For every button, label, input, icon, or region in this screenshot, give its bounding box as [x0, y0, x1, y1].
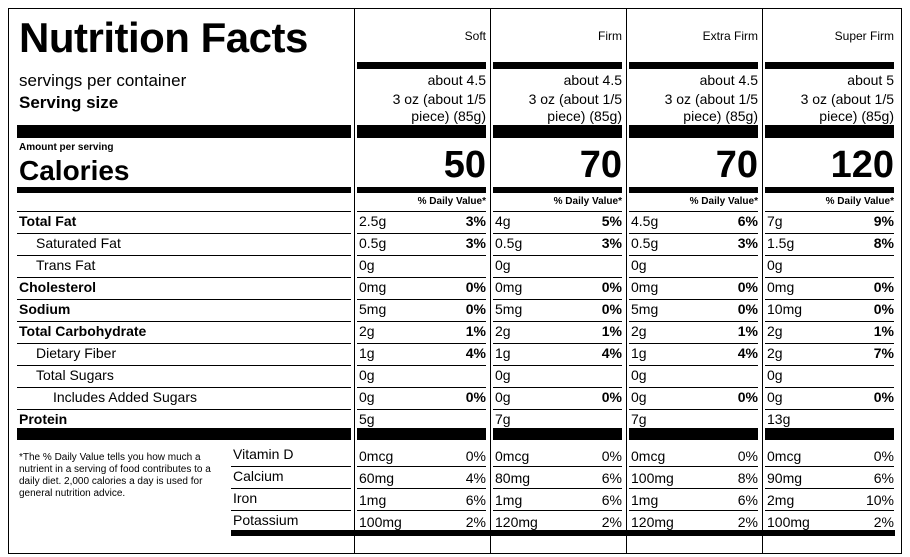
row-rule	[493, 409, 622, 410]
serving-size: 3 oz (about 1/5 piece) (85g)	[528, 91, 622, 124]
row-rule	[231, 488, 351, 489]
nutrient-label: Includes Added Sugars	[53, 389, 197, 405]
daily-value-percent: 7%	[873, 345, 894, 361]
vitamin-amount: 1mg	[631, 492, 659, 508]
row-rule	[765, 277, 894, 278]
row-rule	[493, 255, 622, 256]
vitamin-amount: 2mg	[767, 492, 795, 508]
nutrient-amount: 0g	[767, 389, 783, 405]
vitamin-percent: 8%	[737, 470, 758, 486]
vitamin-percent: 2%	[601, 514, 622, 530]
vitamin-percent: 0%	[601, 448, 622, 464]
label-title: Nutrition Facts	[19, 14, 308, 61]
row-rule	[765, 365, 894, 366]
thick-rule	[357, 125, 486, 138]
row-rule	[357, 466, 486, 467]
row-rule	[493, 466, 622, 467]
daily-value-percent: 3%	[737, 235, 758, 251]
row-rule	[17, 255, 351, 256]
nutrient-amount: 0g	[767, 367, 783, 383]
row-rule	[765, 387, 894, 388]
nutrient-amount: 0g	[359, 389, 375, 405]
row-rule	[357, 255, 486, 256]
thick-rule	[493, 125, 622, 138]
row-rule	[493, 321, 622, 322]
nutrient-amount: 0mg	[631, 279, 659, 295]
row-rule	[493, 510, 622, 511]
nutrient-amount: 7g	[767, 213, 783, 229]
nutrient-label: Cholesterol	[19, 279, 97, 295]
row-rule	[357, 299, 486, 300]
amount-per-serving-label: Amount per serving	[19, 142, 114, 153]
thick-rule	[765, 187, 894, 193]
row-rule	[629, 466, 758, 467]
thick-rule	[357, 428, 486, 440]
nutrient-label: Total Carbohydrate	[19, 323, 147, 339]
daily-value-percent: 1%	[873, 323, 894, 339]
row-rule	[357, 277, 486, 278]
nutrient-amount: 10mg	[767, 301, 803, 317]
row-rule	[493, 299, 622, 300]
nutrient-amount: 2g	[495, 323, 511, 339]
footnote: *The % Daily Value tells you how much a nutrient in a serving of food contributes to a daily diet. 2,000 calories a day is used for general nutrition advice.	[19, 452, 211, 499]
nutrient-amount: 13g	[767, 411, 791, 427]
daily-value-percent: 1%	[465, 323, 486, 339]
row-rule	[493, 211, 622, 212]
nutrient-amount: 5mg	[359, 301, 387, 317]
nutrient-amount: 1g	[631, 345, 647, 361]
row-rule	[357, 387, 486, 388]
vitamin-amount: 90mg	[767, 470, 803, 486]
row-rule	[765, 488, 894, 489]
nutrient-amount: 7g	[495, 411, 511, 427]
nutrient-amount: 0.5g	[359, 235, 387, 251]
nutrient-label: Dietary Fiber	[36, 345, 117, 361]
product-name: Soft	[464, 29, 486, 43]
nutrient-amount: 4g	[495, 213, 511, 229]
row-rule	[357, 211, 486, 212]
nutrient-amount: 1g	[495, 345, 511, 361]
vitamin-amount: 100mg	[631, 470, 674, 486]
vitamin-amount: 100mg	[359, 514, 402, 530]
thick-rule	[17, 187, 351, 193]
row-rule	[765, 211, 894, 212]
vitamin-label: Potassium	[233, 512, 299, 528]
row-rule	[17, 343, 351, 344]
nutrient-amount: 2g	[359, 323, 375, 339]
vitamin-percent: 6%	[737, 492, 758, 508]
column-divider	[354, 9, 355, 554]
nutrient-amount: 0mg	[767, 279, 795, 295]
nutrient-amount: 5mg	[631, 301, 659, 317]
daily-value-percent: 0%	[737, 279, 758, 295]
row-rule	[357, 233, 486, 234]
row-rule	[17, 409, 351, 410]
row-rule	[493, 233, 622, 234]
row-rule	[629, 488, 758, 489]
daily-value-percent: 0%	[601, 279, 622, 295]
row-rule	[493, 387, 622, 388]
daily-value-percent: 0%	[601, 389, 622, 405]
row-rule	[493, 365, 622, 366]
row-rule	[629, 277, 758, 278]
vitamin-percent: 6%	[601, 470, 622, 486]
vitamin-amount: 100mg	[767, 514, 810, 530]
vitamin-amount: 0mcg	[359, 448, 394, 464]
nutrient-amount: 0g	[631, 389, 647, 405]
thick-rule	[493, 428, 622, 440]
row-rule	[17, 365, 351, 366]
product-name: Firm	[598, 29, 622, 43]
nutrient-label: Trans Fat	[36, 257, 96, 273]
servings-per-container: about 4.5	[699, 72, 758, 88]
vitamin-percent: 0%	[737, 448, 758, 464]
row-rule	[357, 409, 486, 410]
calories-value: 70	[715, 144, 758, 186]
vitamin-amount: 0mcg	[631, 448, 666, 464]
nutrient-amount: 7g	[631, 411, 647, 427]
vitamin-amount: 120mg	[631, 514, 674, 530]
nutrient-amount: 0g	[631, 257, 647, 273]
vitamin-amount: 0mcg	[495, 448, 530, 464]
thick-rule	[357, 62, 486, 69]
thick-rule	[17, 125, 351, 138]
thick-rule	[17, 428, 351, 440]
daily-value-percent: 4%	[465, 345, 486, 361]
nutrient-amount: 0g	[495, 367, 511, 383]
nutrient-amount: 2g	[767, 345, 783, 361]
row-rule	[765, 510, 894, 511]
row-rule	[357, 488, 486, 489]
row-rule	[493, 277, 622, 278]
row-rule	[629, 343, 758, 344]
thick-rule	[493, 62, 622, 69]
vitamin-label: Vitamin D	[233, 446, 294, 462]
nutrient-amount: 0g	[359, 257, 375, 273]
column-divider	[626, 9, 627, 554]
thick-rule	[765, 62, 894, 69]
nutrient-label: Total Sugars	[36, 367, 114, 383]
calories-label: Calories	[19, 155, 130, 186]
row-rule	[231, 510, 351, 511]
thick-rule	[629, 125, 758, 138]
row-rule	[357, 365, 486, 366]
nutrient-amount: 1g	[359, 345, 375, 361]
daily-value-percent: 0%	[737, 389, 758, 405]
thick-rule	[629, 428, 758, 440]
daily-value-percent: 0%	[873, 279, 894, 295]
vitamin-percent: 0%	[465, 448, 486, 464]
row-rule	[765, 321, 894, 322]
row-rule	[17, 321, 351, 322]
daily-value-percent: 0%	[873, 389, 894, 405]
row-rule	[493, 488, 622, 489]
row-rule	[629, 211, 758, 212]
vitamin-percent: 10%	[865, 492, 894, 508]
vitamin-amount: 120mg	[495, 514, 538, 530]
row-rule	[629, 365, 758, 366]
vitamin-amount: 1mg	[495, 492, 523, 508]
nutrient-label: Protein	[19, 411, 68, 427]
column-divider	[490, 9, 491, 554]
row-rule	[765, 233, 894, 234]
serving-size-label: Serving size	[19, 93, 119, 112]
nutrient-label: Total Fat	[19, 213, 77, 229]
vitamin-percent: 2%	[873, 514, 894, 530]
row-rule	[357, 510, 486, 511]
row-rule	[629, 510, 758, 511]
thick-rule	[765, 428, 894, 440]
row-rule	[765, 343, 894, 344]
thick-rule	[357, 187, 486, 193]
row-rule	[17, 233, 351, 234]
thick-rule	[765, 125, 894, 138]
vitamin-percent: 2%	[737, 514, 758, 530]
product-name: Extra Firm	[702, 29, 758, 43]
nutrient-amount: 0g	[495, 389, 511, 405]
nutrient-amount: 0mg	[359, 279, 387, 295]
daily-value-percent: 1%	[601, 323, 622, 339]
vitamin-percent: 6%	[465, 492, 486, 508]
nutrient-amount: 2g	[767, 323, 783, 339]
row-rule	[357, 343, 486, 344]
thick-rule	[231, 530, 895, 536]
daily-value-percent: 4%	[737, 345, 758, 361]
nutrient-amount: 2g	[631, 323, 647, 339]
daily-value-percent: 0%	[465, 279, 486, 295]
row-rule	[17, 277, 351, 278]
daily-value-percent: 3%	[601, 235, 622, 251]
thick-rule	[493, 187, 622, 193]
daily-value-header: % Daily Value*	[417, 196, 486, 207]
row-rule	[765, 255, 894, 256]
nutrient-amount: 4.5g	[631, 213, 659, 229]
nutrient-amount: 0g	[631, 367, 647, 383]
nutrient-amount: 0mg	[495, 279, 523, 295]
nutrient-label: Sodium	[19, 301, 71, 317]
row-rule	[231, 532, 351, 533]
nutrient-amount: 0.5g	[495, 235, 523, 251]
serving-size: 3 oz (about 1/5 piece) (85g)	[392, 91, 486, 124]
calories-value: 70	[579, 144, 622, 186]
row-rule	[629, 321, 758, 322]
calories-value: 50	[443, 144, 486, 186]
servings-per-container: about 5	[847, 72, 894, 88]
servings-per-container: about 4.5	[563, 72, 622, 88]
nutrient-amount: 0g	[359, 367, 375, 383]
nutrient-amount: 1.5g	[767, 235, 795, 251]
nutrient-amount: 0g	[767, 257, 783, 273]
row-rule	[231, 466, 351, 467]
nutrient-label: Saturated Fat	[36, 235, 121, 251]
servings-label: servings per container	[19, 71, 187, 90]
row-rule	[17, 211, 351, 212]
row-rule	[493, 343, 622, 344]
daily-value-header: % Daily Value*	[553, 196, 622, 207]
daily-value-percent: 8%	[873, 235, 894, 251]
daily-value-percent: 4%	[601, 345, 622, 361]
calories-value: 120	[830, 144, 894, 186]
row-rule	[765, 466, 894, 467]
row-rule	[765, 299, 894, 300]
vitamin-amount: 80mg	[495, 470, 531, 486]
daily-value-percent: 6%	[737, 213, 758, 229]
daily-value-percent: 9%	[873, 213, 894, 229]
daily-value-percent: 3%	[465, 235, 486, 251]
daily-value-percent: 0%	[873, 301, 894, 317]
row-rule	[17, 299, 351, 300]
vitamin-label: Iron	[233, 490, 258, 506]
vitamin-amount: 60mg	[359, 470, 395, 486]
nutrient-amount: 0.5g	[631, 235, 659, 251]
row-rule	[629, 409, 758, 410]
daily-value-header: % Daily Value*	[825, 196, 894, 207]
vitamin-amount: 0mcg	[767, 448, 802, 464]
daily-value-header: % Daily Value*	[689, 196, 758, 207]
vitamin-percent: 6%	[601, 492, 622, 508]
daily-value-percent: 1%	[737, 323, 758, 339]
nutrient-amount: 0g	[495, 257, 511, 273]
row-rule	[629, 255, 758, 256]
servings-per-container: about 4.5	[427, 72, 486, 88]
serving-size: 3 oz (about 1/5 piece) (85g)	[664, 91, 758, 124]
serving-size: 3 oz (about 1/5 piece) (85g)	[800, 91, 894, 124]
vitamin-percent: 6%	[873, 470, 894, 486]
row-rule	[765, 409, 894, 410]
nutrient-amount: 2.5g	[359, 213, 387, 229]
product-name: Super Firm	[834, 29, 894, 43]
daily-value-percent: 5%	[601, 213, 622, 229]
row-rule	[17, 387, 351, 388]
vitamin-label: Calcium	[233, 468, 284, 484]
daily-value-percent: 0%	[737, 301, 758, 317]
vitamin-percent: 0%	[873, 448, 894, 464]
daily-value-percent: 0%	[465, 301, 486, 317]
thick-rule	[629, 187, 758, 193]
nutrient-amount: 5g	[359, 411, 375, 427]
column-divider	[762, 9, 763, 554]
vitamin-amount: 1mg	[359, 492, 387, 508]
daily-value-percent: 3%	[465, 213, 486, 229]
row-rule	[357, 321, 486, 322]
vitamin-percent: 4%	[465, 470, 486, 486]
daily-value-percent: 0%	[465, 389, 486, 405]
row-rule	[629, 299, 758, 300]
daily-value-percent: 0%	[601, 301, 622, 317]
vitamin-percent: 2%	[465, 514, 486, 530]
row-rule	[629, 233, 758, 234]
nutrition-label	[8, 8, 902, 554]
row-rule	[629, 387, 758, 388]
nutrient-amount: 5mg	[495, 301, 523, 317]
thick-rule	[629, 62, 758, 69]
